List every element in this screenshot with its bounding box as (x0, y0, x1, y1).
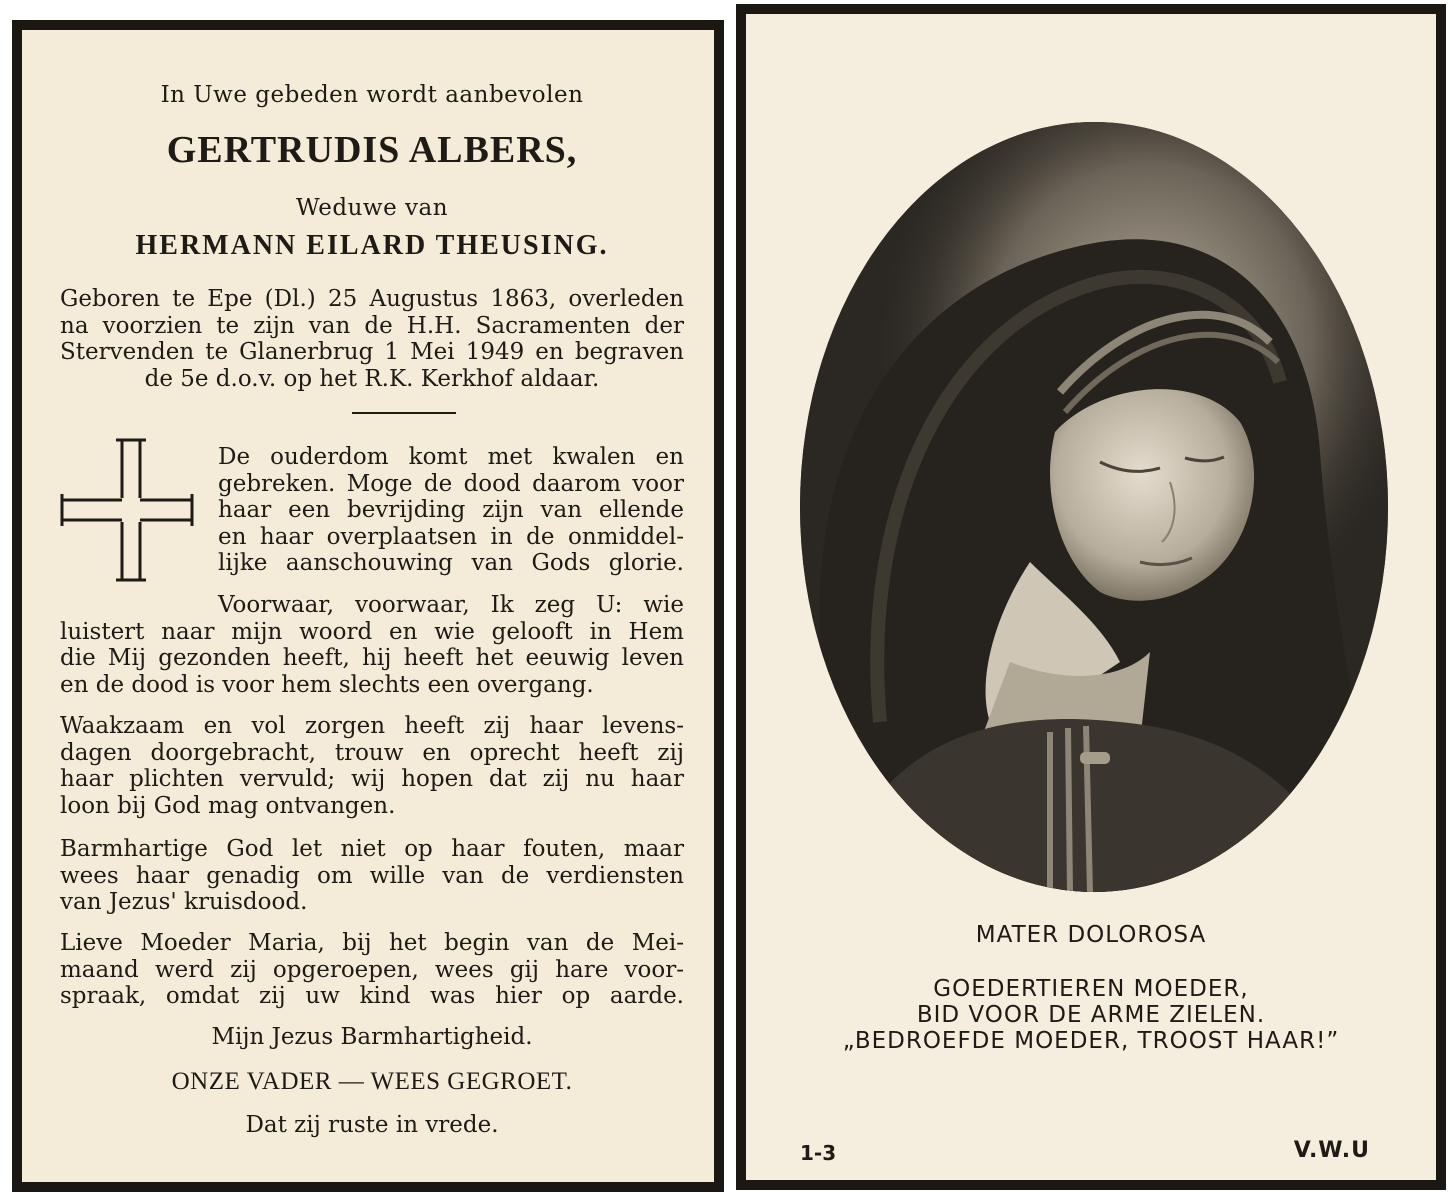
text-line: dagen doorgebracht, trouw en oprecht heeft zij (60, 739, 684, 766)
text-line: Barmhartige God let niet op haar fouten, maar (60, 836, 684, 862)
image-title: MATER DOLOROSA (975, 922, 1207, 948)
caption-line: GOEDERTIEREN MOEDER, (933, 976, 1249, 1002)
memorial-card-image (736, 4, 1446, 1190)
portrait-illustration (800, 122, 1388, 892)
paragraph-merciful-god (60, 836, 684, 916)
divider (352, 412, 456, 414)
prayer-line: ONZE VADER — WEES GEGROET. (171, 1068, 573, 1095)
text-line: die Mij gezonden heeft, hij heeft het eeuwig leven (60, 645, 684, 671)
caption-line: BID VOOR DE ARME ZIELEN. (916, 1002, 1266, 1028)
text-line: en de dood is voor hem slechts een overgang. (60, 671, 594, 698)
text-line: na voorzien te zijn van de H.H. Sacramenten der (60, 312, 684, 339)
cross-icon (60, 438, 194, 582)
madonna-portrait (800, 122, 1388, 892)
paragraph-verily (60, 592, 684, 698)
text-line: luistert naar mijn woord en wie gelooft in Hem (60, 618, 684, 645)
text-line: loon bij God mag ontvangen. (60, 792, 396, 819)
text-line: Waakzaam en vol zorgen heeft zij haar levens- (60, 713, 684, 739)
publisher-mark: V.W.U (1293, 1138, 1370, 1163)
birth-death-paragraph (60, 286, 684, 392)
text-line: van Jezus' kruisdood. (60, 889, 308, 915)
text-line: wees haar genadig om wille van de verdiensten (60, 862, 684, 889)
text-line: en haar overplaatsen in de onmiddel- (218, 523, 684, 550)
text-line: haar plichten vervuld; wij hopen dat zij nu haar (60, 766, 684, 792)
husband-name: HERMANN EILARD THEUSING. (135, 230, 609, 261)
text-line: lijke aanschouwing van Gods glorie. (218, 550, 684, 576)
text-line: spraak, omdat zij uw kind was hier op aarde. (60, 983, 684, 1009)
text-line: haar een bevrijding zijn van ellende (218, 497, 684, 523)
text-line: Voorwaar, voorwaar, Ik zeg U: wie (218, 592, 684, 618)
widow-of-line: Weduwe van (295, 195, 449, 221)
intro-line: In Uwe gebeden wordt aanbevolen (160, 82, 584, 108)
memorial-card-text (12, 20, 724, 1192)
text-line: Lieve Moeder Maria, bij het begin van de Mei- (60, 930, 684, 956)
invocation-line: Mijn Jezus Barmhartigheid. (211, 1024, 533, 1050)
paragraph-watchful (60, 713, 684, 819)
text-line: Geboren te Epe (Dl.) 25 Augustus 1863, overleden (60, 286, 684, 312)
text-line: De ouderdom komt met kwalen en (218, 444, 684, 470)
text-line: Stervenden te Glanerbrug 1 Mei 1949 en begraven (60, 339, 684, 365)
paragraph-mother-mary (60, 930, 684, 1010)
text-line: maand werd zij opgeroepen, wees gij hare voor- (60, 956, 684, 983)
caption-line: „BEDROEFDE MOEDER, TROOST HAAR!” (842, 1028, 1340, 1054)
text-line: gebreken. Moge de dood daarom voor (218, 470, 684, 497)
text-line: de 5e d.o.v. op het R.K. Kerkhof aldaar. (144, 365, 600, 392)
deceased-name: GERTRUDIS ALBERS, (166, 129, 578, 171)
rest-in-peace-line: Dat zij ruste in vrede. (245, 1112, 499, 1138)
paragraph-old-age (218, 444, 684, 577)
series-number: 1-3 (800, 1141, 837, 1165)
